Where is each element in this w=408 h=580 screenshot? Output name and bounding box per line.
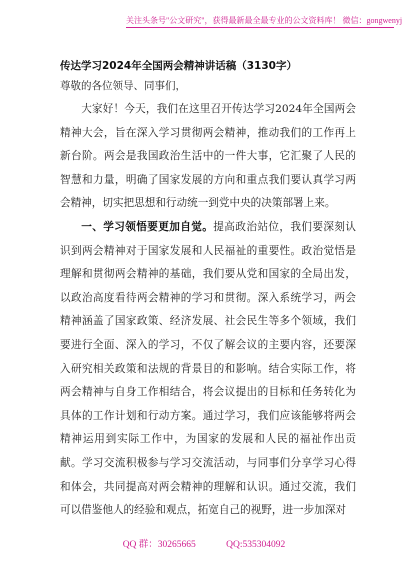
footer-contact xyxy=(0,536,408,550)
footer-qq-group: QQ 群：30265665 xyxy=(122,540,196,550)
salutation: 尊敬的各位领导、同事们， xyxy=(60,80,186,92)
section-heading: 一、学习领悟要更加自觉。 xyxy=(81,220,214,233)
paragraph-section-one xyxy=(60,216,356,523)
header-divider xyxy=(126,27,394,28)
document-title: 传达学习2024年全国两会精神讲话稿（3130字） xyxy=(60,60,297,72)
document-body xyxy=(60,98,356,523)
header-promo-note: 关注头条号"公文研究"，获得最新最全最专业的公文资料库！ 微信：gongwenyj xyxy=(126,16,403,25)
section-body: 提高政治站位，我们要深刻认识到两会精神对于国家发展和人民福祉的重要性。政治觉悟是理解和贯彻两会精神的基础，我们要从党和国家的全局出发，以政治高度看待两会精神的学习和贯彻。深入系统学习，两会精神涵盖了国家政策、经济发展、社会民生等多个领域，我们要进行全面、深入的学习，不仅了解会议的主要内容，还要深入研究相关政策和法规的背景目的和影响。结合实际工作，将两会精神与自身工作相结合，将会议提出的目标和任务转化为具体的工作计划和行动方案。通过学习，我们应该能够将两会精神运用到实际工作中，为国家的发展和人民的福祉作出贡献。学习交流积极参与学习交流活动，与同事们分享学习心得和体会，共同提高对两会精神的理解和认识。通过交流，我们可以借鉴他人的经验和观点，拓宽自己的视野，进一步加深对 xyxy=(60,220,356,517)
paragraph-opening: 大家好！今天，我们在这里召开传达学习2024年全国两会精神大会，旨在深入学习贯彻两会精神，推动我们的工作再上新台阶。两会是我国政治生活中的一件大事，它汇聚了人民的智慧和力量，明确了国家发展的方向和重点我们要认真学习两会精神，切实把思想和行动统一到党中央的决策部署上来。 xyxy=(60,103,356,210)
footer-qq: QQ:535304092 xyxy=(226,540,286,550)
